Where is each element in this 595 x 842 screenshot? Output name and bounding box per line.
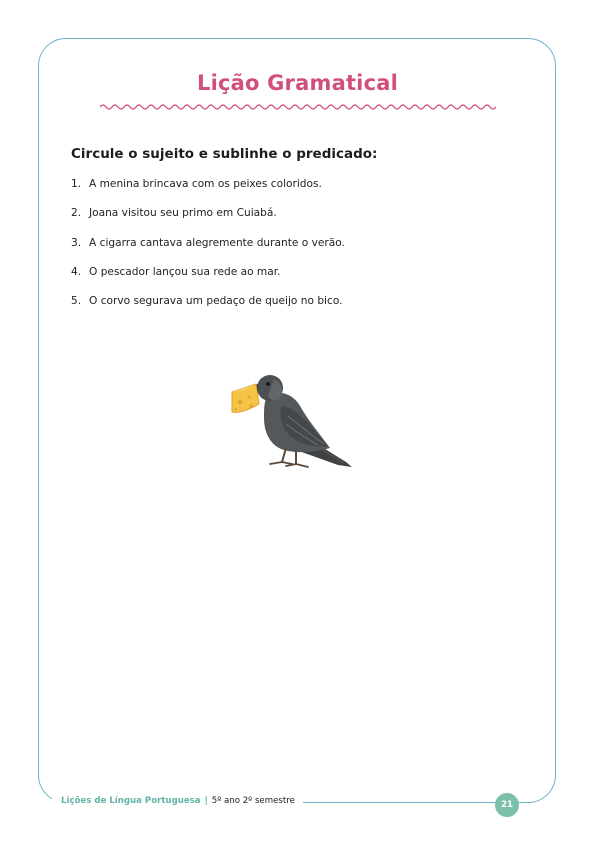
exercise-sentence: O corvo segurava um pedaço de queijo no bico. xyxy=(89,295,343,308)
exercise-sentence: Joana visitou seu primo em Cuiabá. xyxy=(89,207,277,220)
footer-caption xyxy=(52,796,303,806)
footer-rule xyxy=(302,802,494,803)
footer-book-title: Lições de Língua Portuguesa xyxy=(61,796,201,806)
exercise-number: 1. xyxy=(71,178,82,190)
exercise-list xyxy=(71,178,345,324)
exercise-number: 4. xyxy=(71,265,82,278)
exercise-sentence: A cigarra cantava alegremente durante o verão. xyxy=(89,236,345,249)
exercise-sentence: A menina brincava com os peixes coloridos. xyxy=(89,178,322,190)
footer-separator: | xyxy=(204,796,208,806)
exercise-item xyxy=(71,207,345,236)
exercise-item xyxy=(71,266,345,295)
exercise-sentence: O pescador lançou sua rede ao mar. xyxy=(89,265,281,278)
exercise-number: 3. xyxy=(71,236,82,249)
exercise-item xyxy=(71,178,345,207)
footer-grade: 5º ano 2º semestre xyxy=(211,796,295,806)
page-number-badge: 21 xyxy=(495,793,519,817)
exercise-item xyxy=(71,295,345,324)
crow-with-cheese-icon xyxy=(226,366,358,474)
exercise-instruction: Circule o sujeito e sublinhe o predicado: xyxy=(71,146,378,162)
exercise-item xyxy=(71,237,345,266)
exercise-number: 5. xyxy=(71,295,82,308)
page-title: Lição Gramatical xyxy=(196,71,398,95)
title-wave-divider xyxy=(100,102,496,112)
exercise-number: 2. xyxy=(71,207,82,220)
